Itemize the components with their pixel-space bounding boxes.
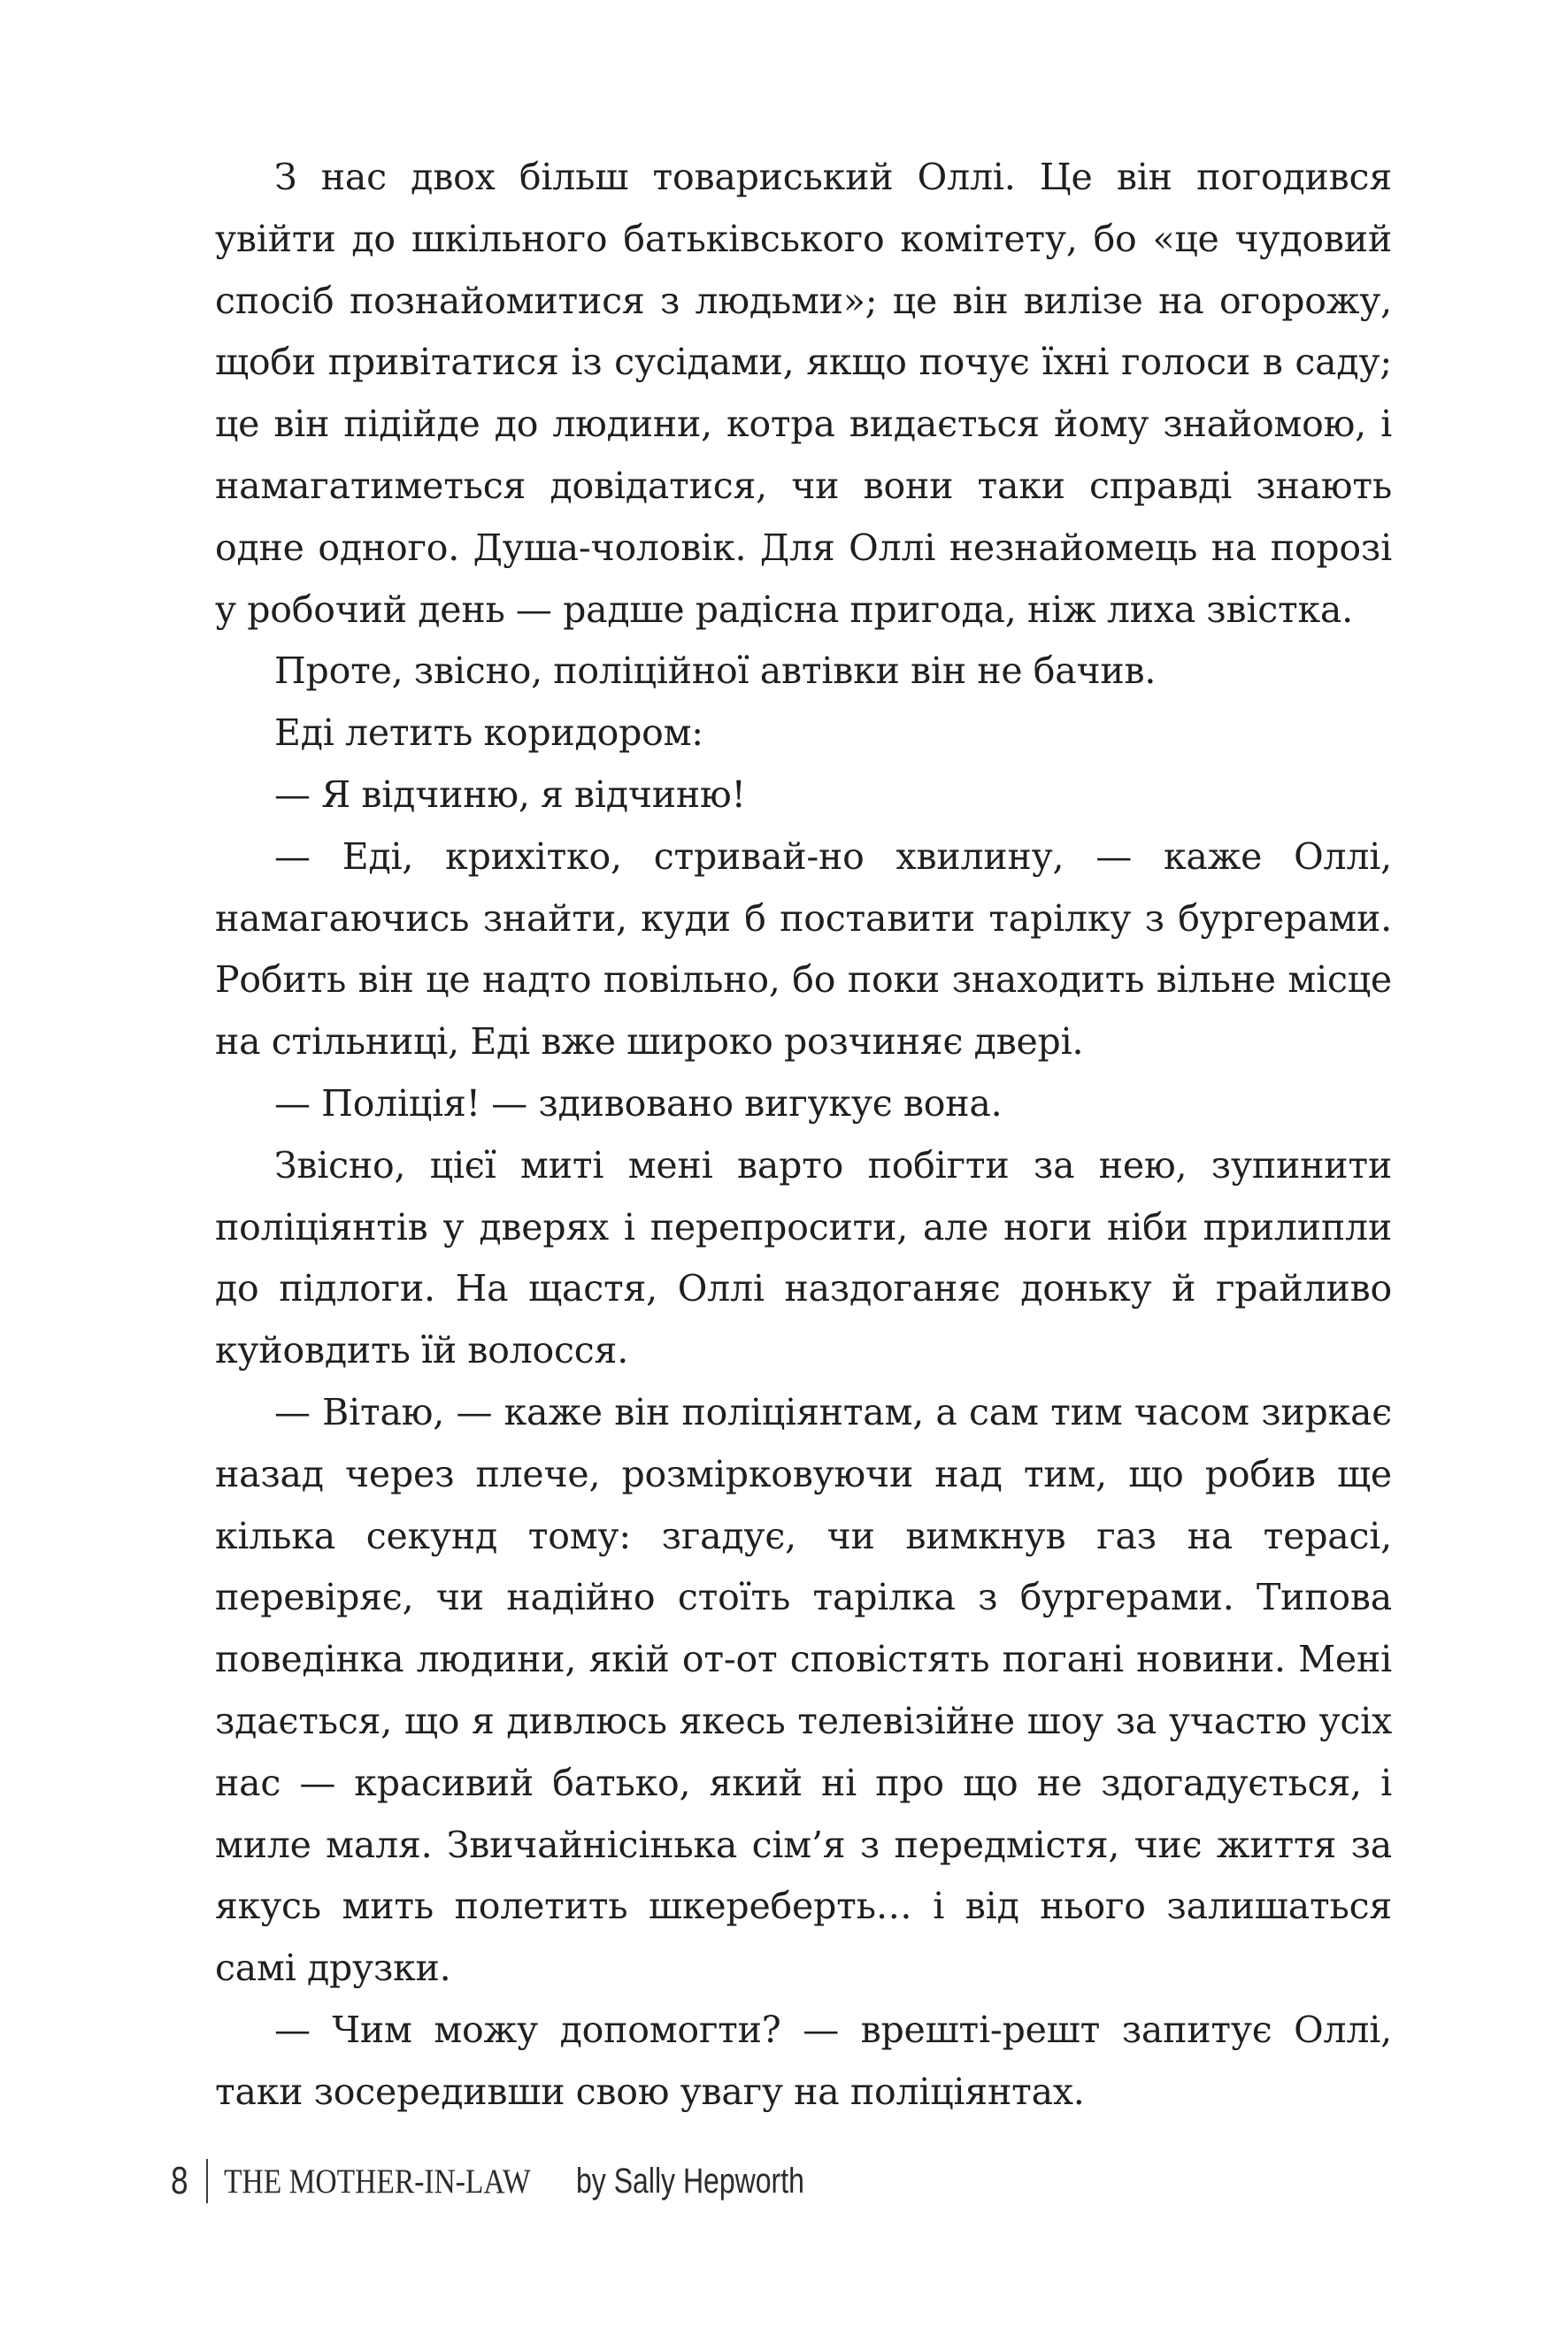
paragraph: — Я відчиню, я відчиню! [274, 772, 746, 816]
page-body-text [215, 147, 1392, 2124]
paragraph: Проте, звісно, поліційної автівки він не бачив. [274, 649, 1157, 693]
page-footer [171, 2155, 861, 2208]
paragraph: — Чим можу допомогти? — врешті-решт запитує Оллі, таки зосередивши свою увагу на поліціянтах. [215, 2008, 1392, 2113]
paragraph: З нас двох більш товариський Оллі. Це він погодився увійти до шкільного батьківського комітету, бо «це чудовий спосіб познайомитися з людьми»; це він вилізе на огорожу, щоби привітатися із сусідами, якщо почує їхні голоси в саду; це він підійде до людини, котра видається йому знайомою, і намагатиметься довідатися, чи вони таки справді знають одне одного. Душа-чоловік. Для Оллі незнайомець на порозі у робочий день — радше радісна пригода, ніж лиха звістка. [215, 156, 1392, 631]
paragraph: — Еді, крихітко, стривай-но хвилину, — каже Оллі, намагаючись знайти, куди б поставити тарілку з бургерами. Робить він це надто повільно, бо поки знаходить вільне місце на стільниці, Еді вже широко розчиняє двері. [215, 834, 1392, 1064]
footer-divider [206, 2159, 208, 2203]
book-title: THE MOTHER-IN-LAW [224, 2162, 531, 2201]
paragraph: — Поліція! — здивовано вигукує вона. [274, 1081, 1003, 1125]
paragraph: Звісно, цієї миті мені варто побігти за нею, зупинити поліціянтів у дверях і перепросити, але ноги ніби прилипли до підлоги. На щастя, Оллі наздоганяє доньку й грайливо куйовдить їй волосся. [215, 1143, 1392, 1372]
paragraph: Еді летить коридором: [274, 711, 703, 755]
page-number: 8 [171, 2159, 188, 2202]
author-byline: by Sally Hepworth [576, 2161, 804, 2201]
paragraph: — Вітаю, — каже він поліціянтам, а сам тим часом зиркає назад через плече, розмірковуючи над тим, що робив ще кілька секунд тому: згадує, чи вимкнув газ на терасі, перевіряє, чи надійно стоїть тарілка з бургерами. Типова поведінка людини, якій от-от сповістять погані новини. Мені здається, що я дивлюсь якесь телевізійне шоу за участю усіх нас — красивий батько, який ні про що не здогадується, і миле маля. Звичайнісінька сім’я з передмістя, чиє життя за якусь мить полетить шкереберть… і від нього залишаться самі друзки. [215, 1390, 1392, 1990]
